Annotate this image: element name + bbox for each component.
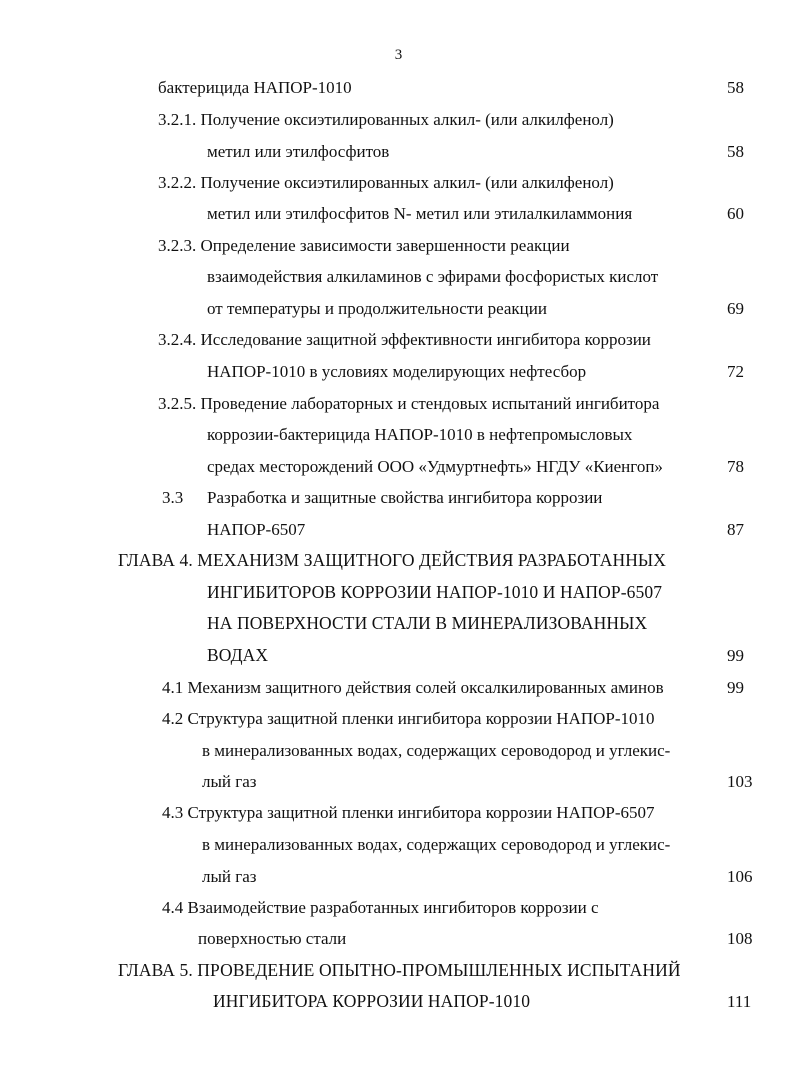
toc-chapter-title-line: ГЛАВА 5. ПРОВЕДЕНИЕ ОПЫТНО-ПРОМЫШЛЕННЫХ ИСПЫТАНИЙ (118, 960, 681, 980)
toc-chapter-title-line: ВОДАХ (207, 645, 269, 665)
toc-entry-title-line: метил или этилфосфитов (207, 142, 390, 161)
toc-entry-page: 103 (727, 772, 753, 791)
toc-entry-title-line: бактерицида НАПОР-1010 (158, 78, 352, 97)
toc-entry-title-line: 3.2.5. Проведение лабораторных и стендовых испытаний ингибитора (158, 394, 660, 413)
toc-entry-page: 58 (727, 142, 744, 161)
toc-entry-title-line: в минерализованных водах, содержащих сероводород и углекис- (202, 741, 671, 760)
toc-entry-title-line: в минерализованных водах, содержащих сероводород и углекис- (202, 835, 671, 854)
toc-entry-page: 111 (727, 992, 752, 1011)
toc-chapter-title-line: ИНГИБИТОРОВ КОРРОЗИИ НАПОР-1010 И НАПОР-6507 (207, 582, 663, 602)
toc-entry-title-line: 4.1 Механизм защитного действия солей оксалкилированных аминов (162, 678, 664, 697)
toc-chapter-title-line: НА ПОВЕРХНОСТИ СТАЛИ В МИНЕРАЛИЗОВАННЫХ (207, 613, 648, 633)
toc-entry-title-line: от температуры и продолжительности реакции (207, 299, 547, 318)
toc-chapter-title-line: ИНГИБИТОРА КОРРОЗИИ НАПОР-1010 (213, 991, 531, 1011)
toc-entry-title-line: поверхностью стали (198, 929, 347, 948)
toc-entry-page: 58 (727, 78, 744, 97)
toc-entry-title-line: взаимодействия алкиламинов с эфирами фосфористых кислот (207, 267, 659, 286)
toc-entry-title-line: средах месторождений ООО «Удмуртнефть» НГДУ «Киенгоп» (207, 457, 663, 476)
toc-entry-title-line: Разработка и защитные свойства ингибитора коррозии (207, 488, 603, 507)
toc-entry-page: 87 (727, 520, 744, 539)
toc-entry-title-line: 4.4 Взаимодействие разработанных ингибиторов коррозии с (162, 898, 599, 917)
toc-entry-title-line: 3.2.3. Определение зависимости завершенности реакции (158, 236, 570, 255)
toc-entry-page: 106 (727, 867, 753, 886)
toc-entry-number: 3.3 (162, 488, 184, 507)
toc-chapter-title-line: ГЛАВА 4. МЕХАНИЗМ ЗАЩИТНОГО ДЕЙСТВИЯ РАЗРАБОТАННЫХ (118, 550, 667, 570)
toc-entry-title-line: коррозии-бактерицида НАПОР-1010 в нефтепромысловых (207, 425, 633, 444)
toc-entry-page: 78 (727, 457, 744, 476)
toc-entry-page: 108 (727, 929, 753, 948)
toc-entry-title-line: НАПОР-6507 (207, 520, 306, 539)
toc-entry-title-line: 4.3 Структура защитной пленки ингибитора коррозии НАПОР-6507 (162, 803, 655, 822)
toc-entry-title-line: 3.2.4. Исследование защитной эффективности ингибитора коррозии (158, 330, 651, 349)
toc-entry-title-line: НАПОР-1010 в условиях моделирующих нефтесбор (207, 362, 587, 381)
toc-entry-page: 60 (727, 204, 744, 223)
toc-entry-title-line: лый газ (202, 867, 257, 886)
toc-entry-title-line: метил или этилфосфитов N- метил или этилалкиламмония (207, 204, 633, 223)
toc-entry-page: 99 (727, 646, 744, 665)
toc-entry-title-line: 4.2 Структура защитной пленки ингибитора коррозии НАПОР-1010 (162, 709, 655, 728)
toc-entry-title-line: лый газ (202, 772, 257, 791)
toc-entry-page: 72 (727, 362, 744, 381)
toc-entry-title-line: 3.2.1. Получение оксиэтилированных алкил- (или алкилфенол) (158, 110, 614, 129)
toc-entry-page: 69 (727, 299, 744, 318)
toc-entry-page: 99 (727, 678, 744, 697)
toc-entry-title-line: 3.2.2. Получение оксиэтилированных алкил- (или алкилфенол) (158, 173, 614, 192)
page-number: 3 (394, 47, 403, 63)
